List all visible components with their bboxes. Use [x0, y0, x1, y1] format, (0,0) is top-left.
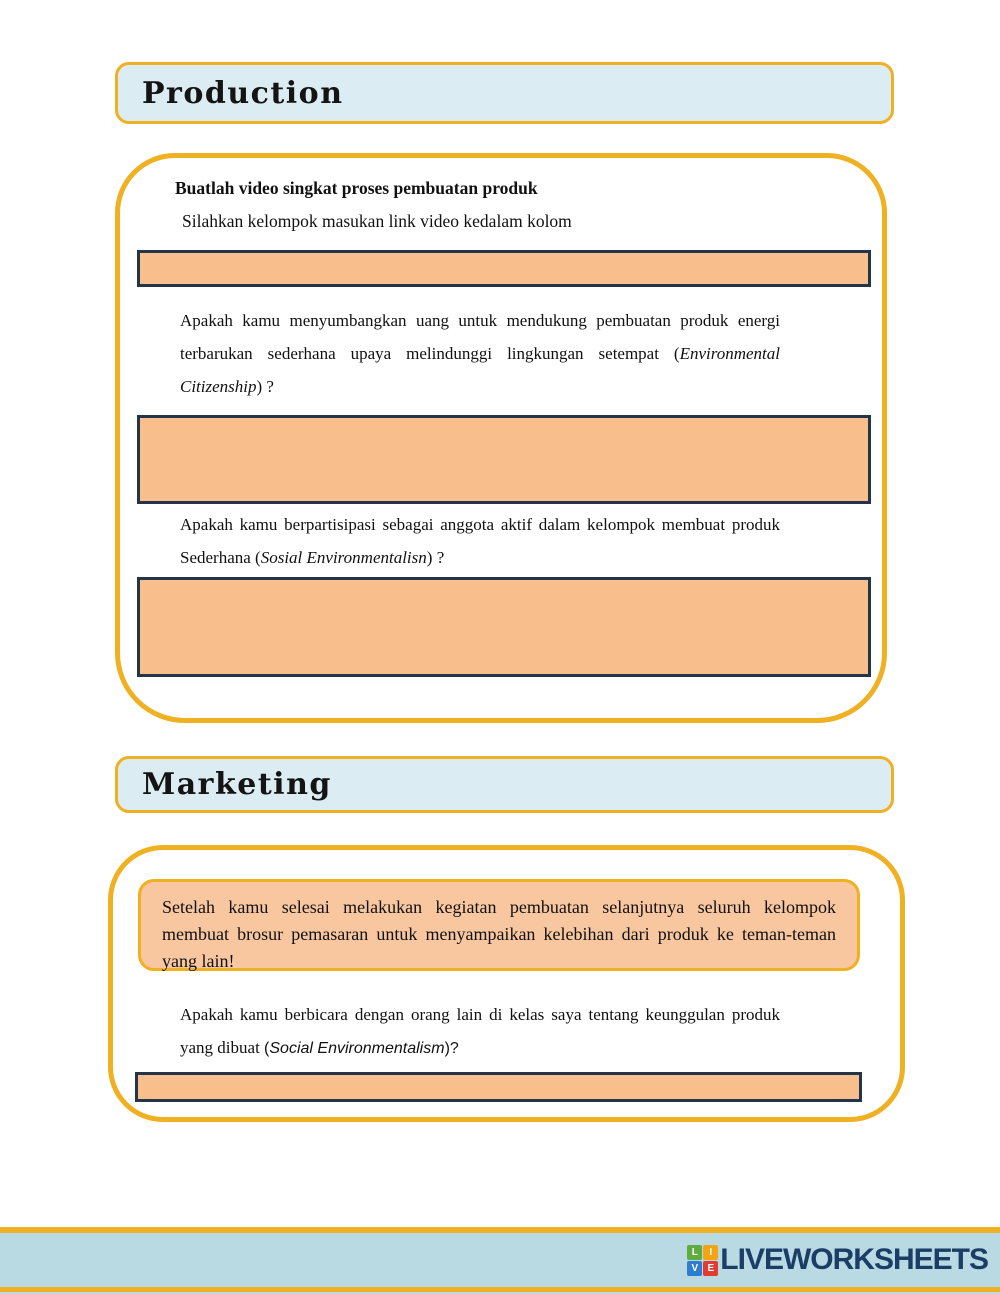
answer-input-sosial-environmentalisn[interactable]: [137, 577, 871, 677]
production-section-header: [115, 62, 894, 124]
question-term-italic: Environmental Citizenship: [180, 344, 780, 396]
video-instruction-title: Buatlah video singkat proses pembuatan produk: [175, 178, 538, 198]
question-term-italic: Social Environmentalism: [269, 1040, 445, 1057]
marketing-card: [108, 845, 905, 1122]
marketing-section-title: Marketing: [142, 767, 332, 802]
question-term-italic: Sosial Environmentalisn: [260, 548, 427, 567]
production-section-title: Production: [142, 75, 344, 111]
liveworksheets-brand-text: LIVEWORKSHEETS: [720, 1243, 988, 1276]
question-social-environmentalism: [180, 998, 780, 1065]
question-text-end: ) ?: [426, 548, 445, 567]
marketing-section-header: [115, 756, 894, 813]
question-text: Apakah kamu berbicara dengan orang lain di kelas saya tentang keunggulan produk yang dibuat: [180, 1005, 780, 1057]
liveworksheets-logo-icon: [687, 1245, 718, 1276]
paren-open: (: [264, 1040, 270, 1057]
logo-letter-e: E: [703, 1261, 718, 1276]
logo-letter-i: I: [703, 1245, 718, 1260]
logo-letter-l: L: [687, 1245, 702, 1260]
question-text-end: )?: [444, 1040, 459, 1057]
video-link-instruction: Silahkan kelompok masukan link video kedalam kolom: [182, 211, 572, 231]
logo-letter-v: V: [687, 1261, 702, 1276]
liveworksheets-logo: [687, 1243, 988, 1277]
answer-input-environmental-citizenship[interactable]: [137, 415, 871, 504]
answer-input-video-link[interactable]: [137, 250, 871, 287]
marketing-instruction-box: Setelah kamu selesai melakukan kegiatan pembuatan selanjutnya seluruh kelompok membuat brosur pemasaran untuk menyampaikan kelebihan dari produk ke teman-teman yang lain!: [138, 879, 860, 971]
footer: [0, 1233, 1000, 1287]
question-text: Apakah kamu menyumbangkan uang untuk mendukung pembuatan produk energi terbarukan sederhana upaya melindunggi lingkungan setempat (: [180, 311, 780, 363]
question-sosial-environmentalisn: [180, 508, 780, 574]
answer-input-social-environmentalism[interactable]: [135, 1072, 862, 1102]
question-text-end: ) ?: [256, 377, 274, 396]
production-card: [115, 153, 887, 723]
question-environmental-citizenship: [180, 304, 780, 403]
question-text: Apakah kamu berpartisipasi sebagai anggota aktif dalam kelompok membuat produk Sederhana (: [180, 515, 780, 567]
